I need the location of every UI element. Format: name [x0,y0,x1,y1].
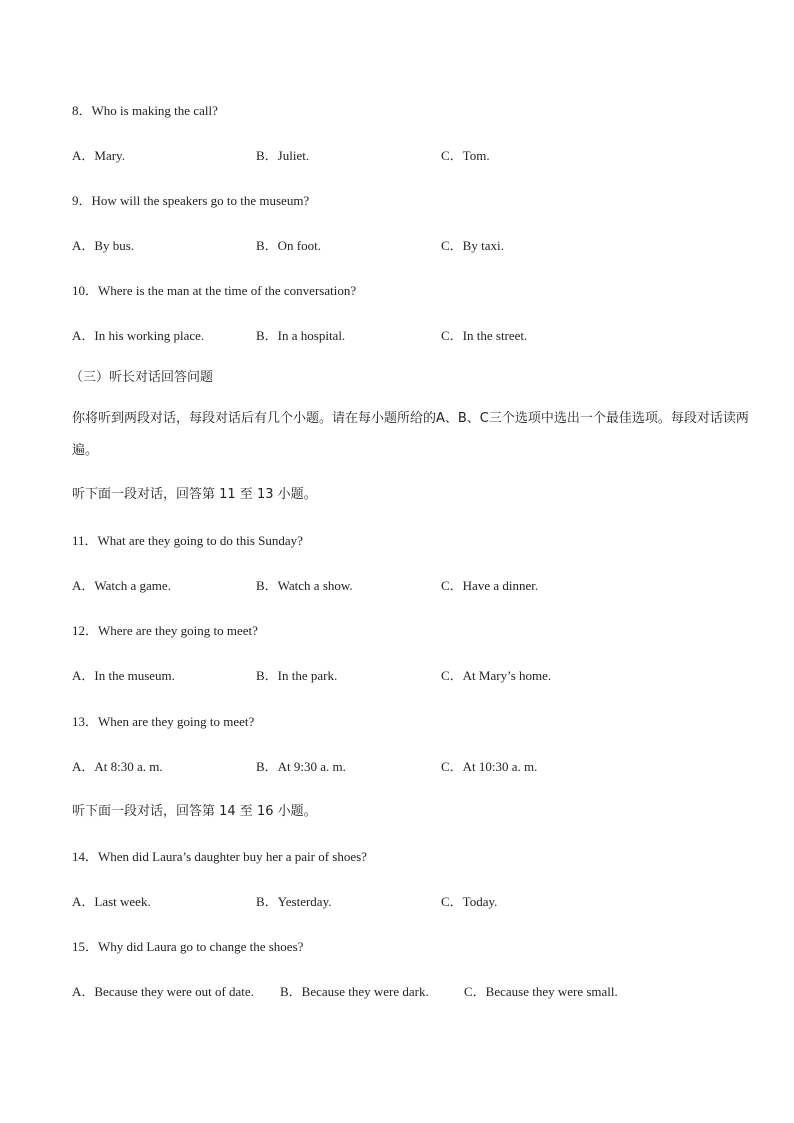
option-a: A．By bus. [72,238,135,253]
question-12-stem: 12．Where are they going to meet? [72,623,258,638]
question-8-stem: 8．Who is making the call? [72,103,218,118]
question-15-stem: 15．Why did Laura go to change the shoes? [72,939,304,954]
option-c: C．Today. [441,894,498,909]
option-a: A．Mary. [72,148,125,163]
option-c: C．Have a dinner. [441,578,539,593]
option-a: A．Because they were out of date. [72,984,254,999]
option-c: C．Because they were small. [464,984,618,999]
option-b: B．In a hospital. [256,328,346,343]
question-14-options [72,894,752,910]
question-9-stem: 9．How will the speakers go to the museum? [72,193,310,208]
dialogue-prompt-2: 听下面一段对话，回答第 14 至 16 小题。 [72,804,317,819]
question-9-options [72,238,752,254]
option-b: B．In the park. [256,668,338,683]
option-c: C．At 10:30 a. m. [441,759,538,774]
question-13-stem: 13．When are they going to meet? [72,714,255,729]
option-c: C．In the street. [441,328,528,343]
section-instructions: 你将听到两段对话，每段对话后有几个小题。请在每小题所给的A、B、C三个选项中选出一个最佳选项。每段对话读两遍。 [72,411,749,458]
option-b: B．Because they were dark. [280,984,429,999]
option-b: B．Yesterday. [256,894,332,909]
option-c: C．Tom. [441,148,490,163]
question-12-options [72,668,752,684]
option-b: B．At 9:30 a. m. [256,759,346,774]
option-a: A．In the museum. [72,668,175,683]
section-heading: （三）听长对话回答问题 [70,370,214,385]
option-a: A．At 8:30 a. m. [72,759,163,774]
option-b: B．Watch a show. [256,578,353,593]
question-8-options [72,148,752,164]
question-10-options [72,328,752,344]
option-c: C．By taxi. [441,238,504,253]
option-b: B．Juliet. [256,148,310,163]
dialogue-prompt-1: 听下面一段对话，回答第 11 至 13 小题。 [72,487,317,502]
question-11-stem: 11．What are they going to do this Sunday? [72,533,303,548]
question-10-stem: 10．Where is the man at the time of the conversation? [72,283,357,298]
question-15-options [72,984,752,1000]
option-a: A．Last week. [72,894,151,909]
question-11-options [72,578,752,594]
question-13-options [72,759,752,775]
option-a: A．Watch a game. [72,578,171,593]
option-a: A．In his working place. [72,328,205,343]
option-b: B．On foot. [256,238,322,253]
option-c: C．At Mary’s home. [441,668,552,683]
question-14-stem: 14．When did Laura’s daughter buy her a pair of shoes? [72,849,367,864]
